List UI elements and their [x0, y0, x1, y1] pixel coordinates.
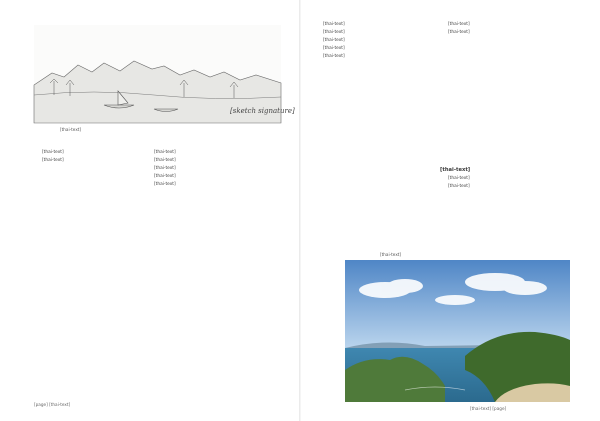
paragraph: [thai-text] — [448, 176, 470, 181]
right-page-footer — [470, 406, 506, 411]
paragraph: [thai-text] — [154, 157, 176, 163]
coastline-photo — [345, 260, 570, 402]
paragraph: [thai-text] — [42, 150, 64, 155]
left-page-column-2 — [146, 150, 280, 402]
paragraph: [thai-text] — [448, 29, 470, 35]
paragraph: [thai-text] — [323, 53, 345, 59]
section-heading: [thai-text] — [440, 167, 471, 173]
paragraph: [thai-text] — [448, 183, 470, 189]
paragraph: [thai-text] — [154, 165, 176, 171]
paragraph: [thai-text] — [323, 29, 345, 35]
paragraph: [thai-text] — [154, 150, 176, 155]
paragraph: [thai-text] — [323, 37, 345, 43]
footer-text: [thai-text] — [470, 406, 492, 411]
page-gutter — [299, 0, 301, 421]
right-page-column-2 — [440, 22, 570, 160]
left-page-column-1 — [34, 150, 138, 387]
paragraph: [thai-text] — [154, 181, 176, 187]
historical-sketch-image — [34, 25, 295, 123]
page-number: [page] — [34, 402, 48, 407]
paragraph: [thai-text] — [323, 22, 345, 27]
right-page-section-text — [440, 176, 570, 246]
paragraph: [thai-text] — [323, 45, 345, 51]
left-page-footer — [34, 402, 70, 407]
sketch-caption: [thai-text] — [60, 127, 82, 132]
sketch-signature: [sketch signature] — [230, 107, 295, 115]
paragraph: [thai-text] — [42, 157, 64, 163]
page-number: [page] — [492, 406, 507, 411]
paragraph: [thai-text] — [154, 173, 176, 179]
paragraph: [thai-text] — [448, 22, 470, 27]
photo-caption: [thai-text] — [380, 252, 402, 257]
footer-text: [thai-text] — [49, 402, 71, 407]
